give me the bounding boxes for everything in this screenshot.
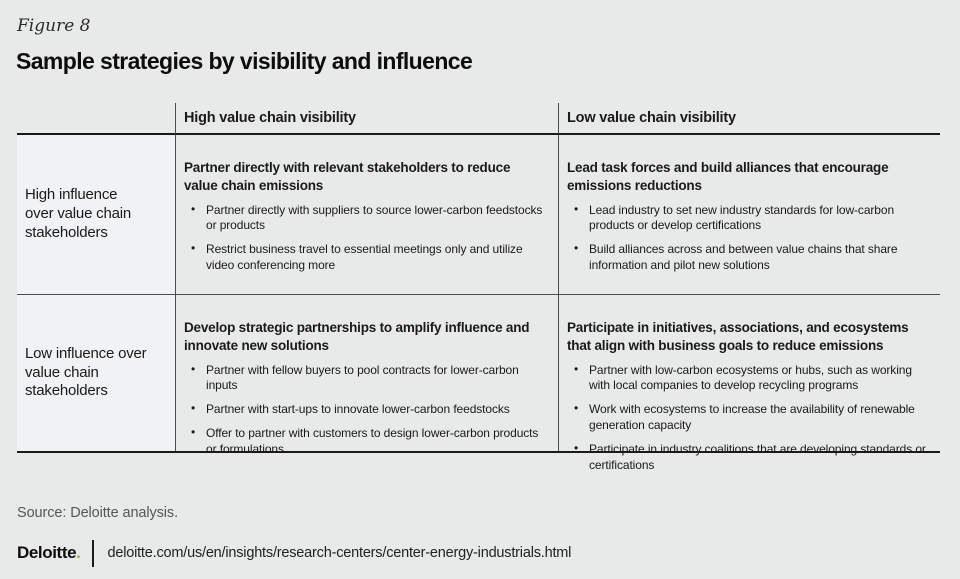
source-note: Source: Deloitte analysis. [17,505,179,521]
column-header-low-visibility: Low value chain visibility [558,103,940,135]
bullet-item: • Partner with start-ups to innovate lower-carbon feedstocks [184,402,544,418]
footer-divider [92,540,94,567]
cell-heading: Partner directly with relevant stakeholders to reduce value chain emissions [184,160,511,193]
bullet-item: • Work with ecosystems to increase the availability of renewable generation capacity [567,402,926,434]
cell-heading: Participate in initiatives, associations, and ecosystems that align with business goals to reduce emissions [567,320,909,353]
cell-low-influence-low-visibility [558,294,940,472]
figure-title: Sample strategies by visibility and influence [16,48,473,74]
bullet-item: • Participate in industry coalitions that are developing standards or certifications [567,442,926,474]
cell-low-influence-high-visibility [175,294,558,456]
deloitte-logo-text: Deloitte [17,543,77,562]
logo-green-dot: . [76,543,81,562]
bullet-item: • Lead industry to set new industry standards for low-carbon products or develop certifications [567,203,926,235]
cell-heading: Develop strategic partnerships to amplify influence and innovate new solutions [184,320,530,353]
bullet-list [567,203,926,274]
cell-heading: Lead task forces and build alliances that encourage emissions reductions [567,160,889,193]
bullet-item: • Partner with low-carbon ecosystems or hubs, such as working with local companies to develop recycling programs [567,363,926,395]
matrix-table [17,103,940,472]
footer-url: deloitte.com/us/en/insights/research-centers/center-energy-industrials.html [107,545,572,561]
row-header-high-influence: High influence over value chain stakeholders [17,135,175,294]
footer-brand-bar [17,539,571,567]
bullet-item: • Partner directly with suppliers to source lower-carbon feedstocks or products [184,203,544,235]
cell-high-influence-high-visibility [175,135,558,294]
bullet-list [567,363,926,474]
bullet-list [184,363,544,458]
column-header-high-visibility: High value chain visibility [175,103,558,135]
figure-label: Figure 8 [17,16,91,36]
bullet-list [184,203,544,274]
column-header-spacer [17,103,175,135]
deloitte-logo [17,543,80,563]
bullet-item: • Offer to partner with customers to design lower-carbon products or formulations [184,426,544,458]
row-header-low-influence: Low influence over value chain stakeholders [17,294,175,451]
bullet-item: • Partner with fellow buyers to pool contracts for lower-carbon inputs [184,363,544,395]
bullet-item: • Build alliances across and between value chains that share information and pilot new solutions [567,242,926,274]
cell-high-influence-low-visibility [558,135,940,294]
bullet-item: • Restrict business travel to essential meetings only and utilize video conferencing more [184,242,544,274]
